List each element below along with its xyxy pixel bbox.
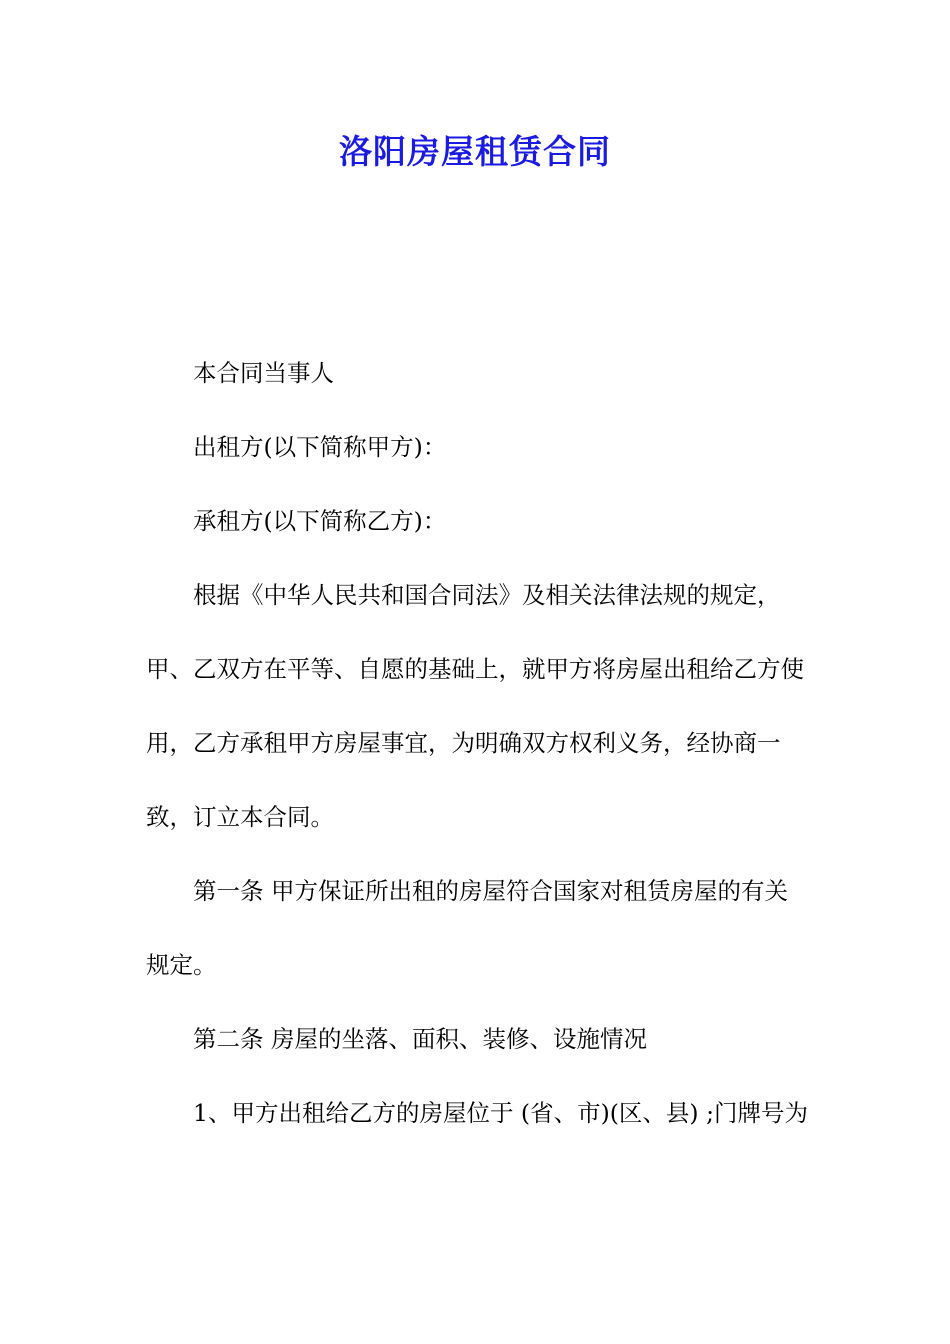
- document-body: [146, 336, 811, 1150]
- paragraph-parties: 本合同当事人: [193, 359, 334, 387]
- paragraph-article-1: 第一条 甲方保证所出租的房屋符合国家对租赁房屋的有关规定。: [146, 877, 788, 979]
- paragraph-lessor: 出租方(以下简称甲方)：: [193, 433, 447, 461]
- paragraph-article-2: 第二条 房屋的坐落、面积、装修、设施情况: [193, 1025, 647, 1053]
- paragraph-item-1: 1、甲方出租给乙方的房屋位于 (省、市)(区、县) ;门牌号为: [193, 1099, 808, 1127]
- paragraph-lessee: 承租方(以下简称乙方)：: [193, 507, 447, 535]
- paragraph-basis: 根据《中华人民共和国合同法》及相关法律法规的规定，甲、乙双方在平等、自愿的基础上，就甲方将房屋出租给乙方使用，乙方承租甲方房屋事宜，为明确双方权利义务，经协商一致，订立本合同。: [146, 581, 804, 831]
- document-title: 洛阳房屋租赁合同: [339, 132, 611, 171]
